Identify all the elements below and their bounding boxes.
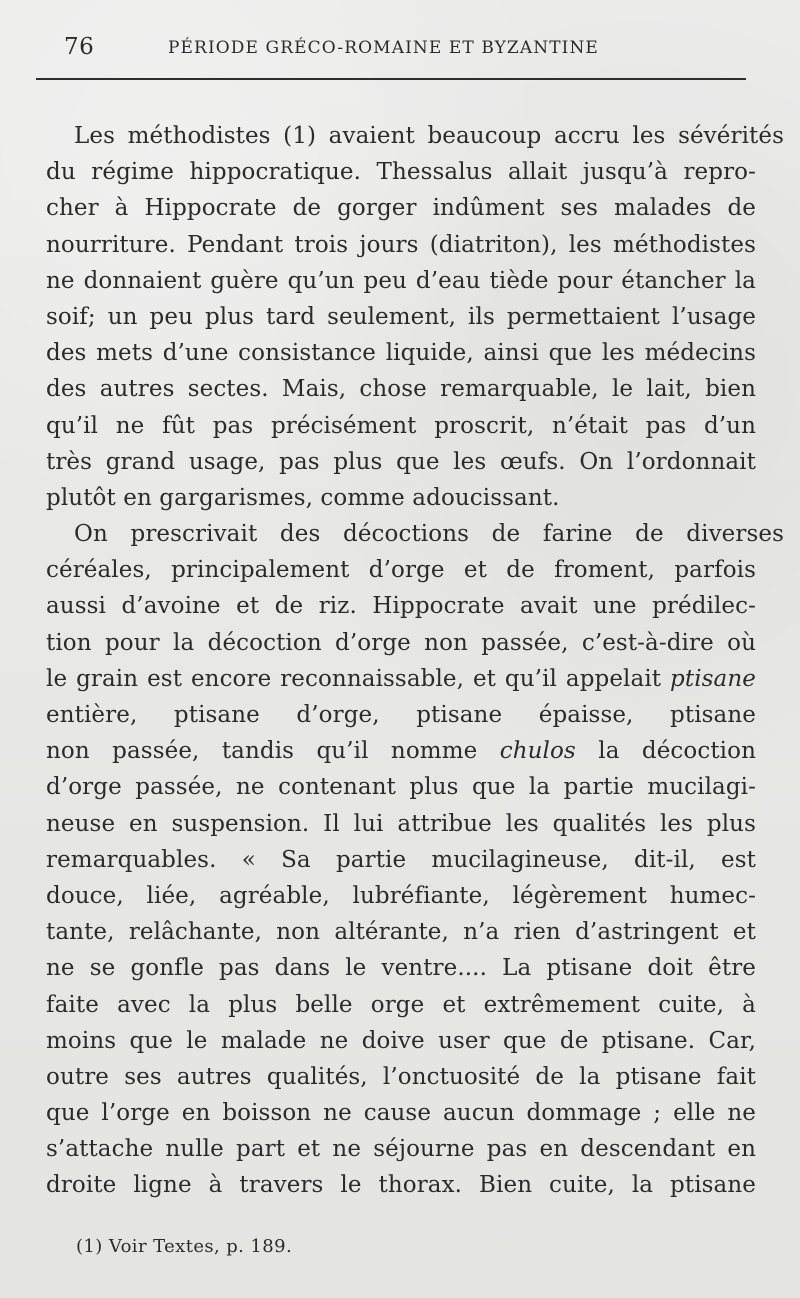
text-line: aussi d’avoine et de riz. Hippocrate avait une prédilec-	[46, 593, 756, 620]
text-line: des mets d’une consistance liquide, ainsi que les médecins	[46, 340, 756, 367]
running-head: PÉRIODE GRÉCO-ROMAINE ET BYZANTINE	[168, 38, 599, 58]
text-line: tante, relâchante, non altérante, n’a rien d’astringent et	[46, 919, 756, 946]
text-line: ne se gonfle pas dans le ventre.... La ptisane doit être	[46, 955, 756, 982]
text-line: s’attache nulle part et ne séjourne pas en descendant en	[46, 1136, 756, 1163]
page-header	[36, 30, 746, 80]
text-line: remarquables. « Sa partie mucilagineuse, dit-il, est	[46, 846, 756, 873]
text-line	[46, 733, 756, 769]
paragraph-1	[46, 118, 784, 516]
text-segment: le grain est encore reconnaissable, et qu’il appelait	[46, 665, 671, 692]
page-number: 76	[64, 34, 95, 60]
text-line: entière, ptisane d’orge, ptisane épaisse, ptisane	[46, 702, 756, 728]
text-line: neuse en suspension. Il lui attribue les qualités les plus	[46, 810, 756, 837]
text-line: On prescrivait des décoctions de farine de diverses	[74, 521, 784, 548]
text-line: plutôt en gargarismes, comme adoucissant.	[46, 484, 560, 511]
text-line: ne donnaient guère qu’un peu d’eau tiède pour étancher la	[46, 267, 756, 294]
text-line: faite avec la plus belle orge et extrêmement cuite, à	[46, 991, 756, 1018]
text-line: d’orge passée, ne contenant plus que la partie mucilagi-	[46, 774, 756, 801]
text-line: soif; un peu plus tard seulement, ils permettaient l’usage	[46, 303, 756, 330]
italic-term: chulos	[499, 738, 576, 765]
text-line: nourriture. Pendant trois jours (diatriton), les méthodistes	[46, 231, 756, 258]
text-line: douce, liée, agréable, lubréfiante, légèrement humec-	[46, 882, 756, 909]
header-rule	[36, 78, 746, 80]
paragraph-2	[46, 516, 784, 1204]
text-line: Les méthodistes (1) avaient beaucoup accru les sévérités	[74, 123, 784, 149]
text-line	[46, 661, 756, 697]
italic-term: ptisane	[670, 665, 756, 692]
text-segment: la décoction	[575, 738, 756, 765]
text-line: tion pour la décoction d’orge non passée, c’est-à-dire où	[46, 629, 756, 656]
text-segment: non passée, tandis qu’il nomme	[46, 738, 500, 765]
text-line: outre ses autres qualités, l’onctuosité de la ptisane fait	[46, 1063, 756, 1090]
main-text	[46, 118, 784, 1204]
text-line: céréales, principalement d’orge et de froment, parfois	[46, 557, 756, 584]
text-line: qu’il ne fût pas précisément proscrit, n’était pas d’un	[46, 412, 756, 439]
text-line: cher à Hippocrate de gorger indûment ses malades de	[46, 195, 756, 222]
text-line: droite ligne à travers le thorax. Bien cuite, la ptisane	[46, 1172, 756, 1199]
text-line: moins que le malade ne doive user que de ptisane. Car,	[46, 1027, 756, 1054]
text-line: des autres sectes. Mais, chose remarquable, le lait, bien	[46, 376, 756, 403]
text-line: que l’orge en boisson ne cause aucun dommage ; elle ne	[46, 1100, 756, 1127]
text-line: du régime hippocratique. Thessalus allait jusqu’à repro-	[46, 159, 756, 186]
footnote: (1) Voir Textes, p. 189.	[76, 1236, 293, 1257]
text-line: très grand usage, pas plus que les œufs. On l’ordonnait	[46, 448, 756, 475]
